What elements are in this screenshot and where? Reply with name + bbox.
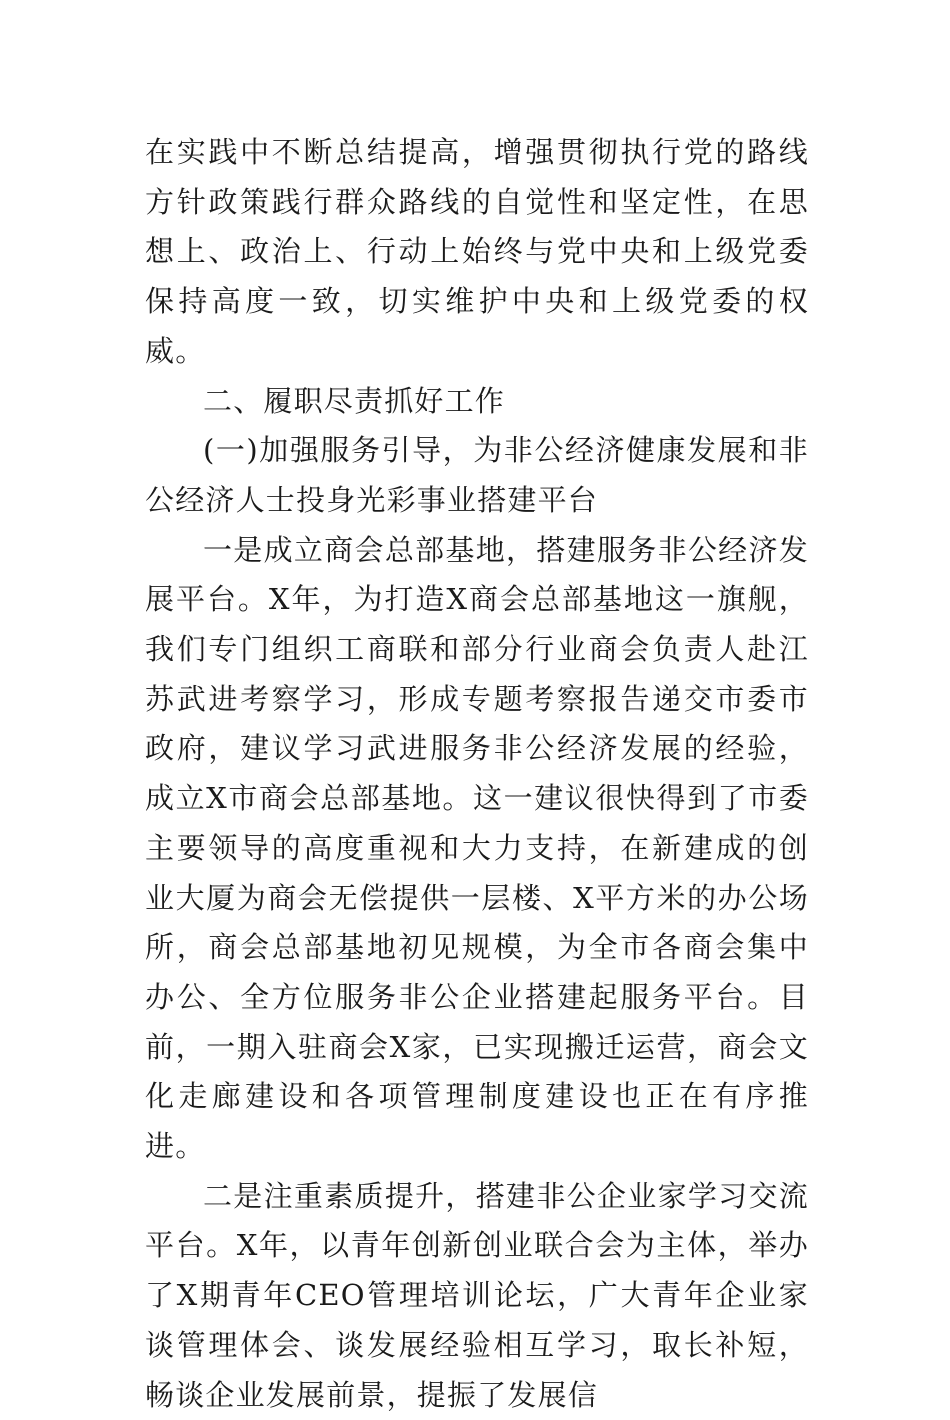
body-text	[145, 128, 809, 1420]
paragraph-continuation: 在实践中不断总结提高，增强贯彻执行党的路线方针政策践行群众路线的自觉性和坚定性，在思想上、政治上、行动上始终与党中央和上级党委保持高度一致，切实维护中央和上级党委的权威。	[145, 135, 809, 368]
paragraph-item-two: 二是注重素质提升，搭建非公企业家学习交流平台。X年，以青年创新创业联合会为主体，举办了X期青年CEO管理培训论坛，广大青年企业家谈管理体会、谈发展经验相互学习，取长补短，畅谈企业发展前景，提振了发展信	[145, 1178, 809, 1412]
section-heading: 二、履职尽责抓好工作	[203, 383, 506, 418]
paragraph-item-one: 一是成立商会总部基地，搭建服务非公经济发展平台。X年，为打造X商会总部基地这一旗舰，我们专门组织工商联和部分行业商会负责人赴江苏武进考察学习，形成专题考察报告递交市委市政府，建议学习武进服务非公经济发展的经验，成立X市商会总部基地。这一建议很快得到了市委主要领导的高度重视和大力支持，在新建成的创业大厦为商会无偿提供一层楼、X平方米的办公场所，商会总部基地初见规模，为全市各商会集中办公、全方位服务非公企业搭建起服务平台。目前，一期入驻商会X家，已实现搬迁运营，商会文化走廊建设和各项管理制度建设也正在有序推进。	[145, 532, 809, 1164]
subsection-heading: (一)加强服务引导，为非公经济健康发展和非公经济人士投身光彩事业搭建平台	[145, 433, 809, 517]
